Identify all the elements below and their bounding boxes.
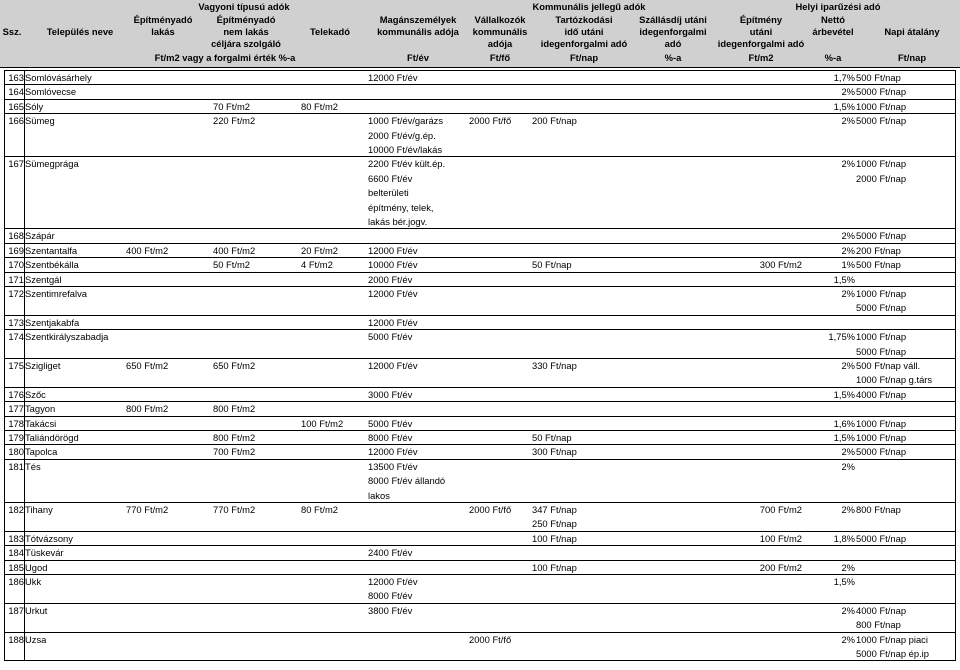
- cell-napi: 1000 Ft/nap g.társ: [856, 374, 933, 386]
- cell-telepules: Somlóvásárhely: [25, 72, 92, 83]
- col-header-szallasdij-line: adó: [664, 38, 682, 49]
- cell-telekado: 100 Ft/m2: [301, 417, 344, 429]
- col-header-telepules-line: Település neve: [46, 26, 114, 37]
- row-rule: [4, 603, 956, 604]
- cell-telepules: Tagyon: [25, 403, 56, 415]
- cell-epitmenyado_nemlakas: 50 Ft/m2: [213, 259, 250, 271]
- cell-telepules: Szentantalfa: [25, 244, 78, 256]
- cell-telepules: Urkut: [25, 604, 48, 616]
- cell-netto: 2%: [841, 115, 855, 127]
- cell-maganszemelyek: 13500 Ft/év: [368, 460, 418, 472]
- cell-netto: 2%: [841, 158, 855, 170]
- cell-ssz: 177: [8, 403, 24, 415]
- col-unit-tartozkodasi: Ft/nap: [569, 52, 599, 63]
- col-header-epitmenyado_lakas-line: lakás: [151, 26, 175, 37]
- col-header-tartozkodasi-line: Tartózkodási: [555, 14, 613, 25]
- col-header-telekado-line: Telekadó: [310, 26, 350, 37]
- col-unit-szallasdij: %-a: [664, 52, 682, 63]
- cell-telekado: 80 Ft/m2: [301, 100, 338, 112]
- cell-epitmeny_utani: 100 Ft/m2: [759, 532, 802, 544]
- cell-netto: 1,5%: [833, 273, 855, 285]
- cell-netto: 1,75%: [828, 331, 855, 343]
- row-rule: [4, 315, 956, 316]
- cell-maganszemelyek: 5000 Ft/év: [368, 417, 413, 429]
- cell-telepules: Tüskevár: [25, 547, 64, 559]
- cell-telepules: Szentimrefalva: [25, 288, 88, 299]
- row-rule: [4, 531, 956, 532]
- cell-maganszemelyek: 2400 Ft/év: [368, 547, 413, 559]
- cell-napi: 5000 Ft/nap: [856, 86, 907, 98]
- cell-maganszemelyek: 8000 Ft/év: [368, 432, 413, 443]
- row-rule: [4, 228, 956, 229]
- cell-maganszemelyek: 3000 Ft/év: [368, 388, 413, 400]
- cell-telepules: Szentbékálla: [25, 259, 79, 271]
- cell-telepules: Szápár: [25, 230, 55, 242]
- cell-maganszemelyek: lakás bér.jogv.: [368, 216, 428, 227]
- cell-napi: 2000 Ft/nap: [856, 172, 907, 184]
- cell-napi: 200 Ft/nap: [856, 244, 901, 256]
- cell-napi: 5000 Ft/nap: [856, 446, 907, 458]
- cell-netto: 1,5%: [833, 432, 855, 443]
- cell-maganszemelyek: 12000 Ft/év: [368, 316, 418, 328]
- cell-netto: 2%: [841, 86, 855, 98]
- cell-maganszemelyek: 12000 Ft/év: [368, 288, 418, 299]
- row-rule: [4, 286, 956, 287]
- col-header-szallasdij-line: Szállásdíj utáni: [639, 14, 707, 25]
- cell-ssz: 176: [8, 388, 24, 400]
- cell-napi: 5000 Ft/nap: [856, 115, 907, 127]
- cell-telepules: Szőc: [25, 388, 46, 400]
- cell-telepules: Szentgál: [25, 273, 62, 285]
- cell-napi: 5000 Ft/nap: [856, 230, 907, 242]
- col-unit-epitmeny_utani: Ft/m2: [748, 52, 774, 63]
- cell-netto: 2%: [841, 230, 855, 242]
- cell-napi: 1000 Ft/nap: [856, 417, 907, 429]
- cell-epitmenyado_nemlakas: 70 Ft/m2: [213, 100, 250, 112]
- row-rule: [4, 401, 956, 402]
- col-header-tartozkodasi-line: idő utáni: [564, 26, 604, 37]
- cell-netto: 1,7%: [833, 72, 855, 83]
- cell-maganszemelyek: 2000 Ft/év/g.ép.: [368, 129, 436, 141]
- cell-telekado: 80 Ft/m2: [301, 504, 338, 515]
- cell-netto: 2%: [841, 633, 855, 645]
- group-header-kommunalis: Kommunális jellegű adók: [532, 1, 646, 12]
- cell-tartozkodasi: 100 Ft/nap: [532, 561, 577, 573]
- cell-netto: 2%: [841, 446, 855, 458]
- cell-tartozkodasi: 50 Ft/nap: [532, 259, 572, 271]
- col-header-epitmeny_utani-line: idegenforgalmi adó: [717, 38, 805, 49]
- cell-maganszemelyek: lakos: [368, 489, 390, 501]
- cell-netto: 1,6%: [833, 417, 855, 429]
- cell-ssz: 167: [8, 158, 24, 170]
- cell-epitmenyado_lakas: 770 Ft/m2: [126, 504, 169, 515]
- row-rule: [4, 430, 956, 431]
- cell-ssz: 178: [8, 417, 24, 429]
- cell-napi: 800 Ft/nap: [856, 619, 901, 631]
- cell-ssz: 165: [8, 100, 24, 112]
- table-left-border: [4, 70, 5, 661]
- cell-ssz: 181: [8, 460, 24, 472]
- col-unit-napi: Ft/nap: [897, 52, 927, 63]
- row-rule: [4, 459, 956, 460]
- cell-ssz: 172: [8, 288, 24, 299]
- cell-ssz: 175: [8, 360, 24, 371]
- row-rule: [4, 272, 956, 273]
- cell-ssz: 168: [8, 230, 24, 242]
- col-header-vallalkozok-line: kommunális: [472, 26, 528, 37]
- col-header-szallasdij-line: idegenforgalmi: [639, 26, 707, 37]
- col-header-epitmeny_utani-line: utáni: [749, 26, 773, 37]
- cell-maganszemelyek: 10000 Ft/év/lakás: [368, 144, 443, 155]
- cell-ssz: 185: [8, 561, 24, 573]
- col-unit-netto: %-a: [824, 52, 842, 63]
- cell-tartozkodasi: 50 Ft/nap: [532, 432, 572, 443]
- cell-ssz: 180: [8, 446, 24, 458]
- cell-telepules: Tés: [25, 460, 41, 472]
- col-header-netto-line: árbevétel: [812, 26, 854, 37]
- cell-napi: 5000 Ft/nap: [856, 345, 907, 357]
- cell-maganszemelyek: 6600 Ft/év: [368, 172, 413, 184]
- col-header-vallalkozok-line: Vállalkozók: [474, 14, 526, 25]
- cell-telepules: Takácsi: [25, 417, 57, 429]
- col-header-vallalkozok-line: adója: [487, 38, 513, 49]
- cell-maganszemelyek: 12000 Ft/év: [368, 576, 418, 587]
- cell-ssz: 184: [8, 547, 24, 559]
- cell-napi: 500 Ft/nap váll.: [856, 360, 921, 371]
- cell-telekado: 20 Ft/m2: [301, 244, 338, 256]
- row-rule: [4, 329, 956, 330]
- ssz-column-border: [24, 70, 25, 661]
- header-bottom-rule: [0, 67, 960, 68]
- cell-napi: 500 Ft/nap: [856, 259, 901, 271]
- table-right-border: [955, 70, 956, 661]
- cell-napi: 5000 Ft/nap: [856, 532, 907, 544]
- row-rule: [4, 502, 956, 503]
- cell-maganszemelyek: 8000 Ft/év állandó: [368, 475, 446, 487]
- col-header-epitmenyado_nemlakas-line: Építményadó: [216, 14, 276, 25]
- col-header-maganszemelyek-line: kommunális adója: [377, 26, 459, 37]
- cell-epitmenyado_lakas: 400 Ft/m2: [126, 244, 169, 256]
- cell-telepules: Sümegprága: [25, 158, 79, 170]
- row-rule: [4, 257, 956, 258]
- cell-ssz: 174: [8, 331, 24, 343]
- group-header-helyi: Helyi iparűzési adó: [795, 1, 881, 12]
- cell-telepules: Ugod: [25, 561, 48, 573]
- cell-epitmeny_utani: 700 Ft/m2: [759, 504, 802, 515]
- cell-netto: 2%: [841, 244, 855, 256]
- col-header-maganszemelyek-line: Magánszemélyek: [379, 14, 457, 25]
- cell-telepules: Somlóvecse: [25, 86, 77, 98]
- cell-ssz: 171: [8, 273, 24, 285]
- cell-epitmenyado_nemlakas: 220 Ft/m2: [213, 115, 256, 127]
- cell-napi: 5000 Ft/nap: [856, 302, 907, 314]
- cell-maganszemelyek: 1000 Ft/év/garázs: [368, 115, 444, 127]
- cell-ssz: 173: [8, 316, 24, 328]
- cell-epitmenyado_nemlakas: 800 Ft/m2: [213, 432, 256, 443]
- cell-ssz: 164: [8, 86, 24, 98]
- cell-napi: 1000 Ft/nap: [856, 288, 907, 299]
- cell-ssz: 179: [8, 432, 24, 443]
- group-header-vagyoni: Vagyoni típusú adók: [198, 1, 290, 12]
- cell-telekado: 4 Ft/m2: [301, 259, 333, 271]
- cell-tartozkodasi: 250 Ft/nap: [532, 518, 577, 530]
- cell-ssz: 170: [8, 259, 24, 271]
- cell-ssz: 166: [8, 115, 24, 127]
- cell-epitmeny_utani: 200 Ft/m2: [759, 561, 802, 573]
- cell-maganszemelyek: 12000 Ft/év: [368, 446, 418, 458]
- cell-napi: 1000 Ft/nap: [856, 158, 907, 170]
- cell-tartozkodasi: 330 Ft/nap: [532, 360, 577, 371]
- cell-telepules: Szentkirályszabadja: [25, 331, 109, 343]
- row-rule: [4, 574, 956, 575]
- cell-tartozkodasi: 300 Ft/nap: [532, 446, 577, 458]
- cell-ssz: 187: [8, 604, 24, 616]
- col-header-epitmeny_utani-line: Építmény: [739, 14, 783, 25]
- col-unit-maganszemelyek: Ft/év: [407, 52, 429, 63]
- cell-ssz: 169: [8, 244, 24, 256]
- cell-epitmenyado_lakas: 800 Ft/m2: [126, 403, 169, 415]
- cell-telepules: Tótvázsony: [25, 532, 73, 544]
- cell-telepules: Ukk: [25, 576, 42, 587]
- row-rule: [4, 84, 956, 85]
- cell-maganszemelyek: építmény, telek,: [368, 201, 434, 213]
- row-rule: [4, 156, 956, 157]
- cell-telepules: Uzsa: [25, 633, 47, 645]
- cell-vallalkozok: 2000 Ft/fő: [469, 504, 512, 515]
- row-rule: [4, 113, 956, 114]
- cell-epitmenyado_lakas: 650 Ft/m2: [126, 360, 169, 371]
- col-unit-epitmenyado: Ft/m2 vagy a forgalmi érték %-a: [154, 52, 296, 63]
- col-header-tartozkodasi-line: idegenforgalmi adó: [540, 38, 628, 49]
- cell-maganszemelyek: 12000 Ft/év: [368, 244, 418, 256]
- row-rule: [4, 632, 956, 633]
- cell-netto: 1,5%: [833, 388, 855, 400]
- cell-tartozkodasi: 347 Ft/nap: [532, 504, 577, 515]
- cell-telepules: Szigliget: [25, 360, 61, 371]
- cell-netto: 2%: [841, 460, 855, 472]
- cell-ssz: 186: [8, 576, 24, 587]
- cell-telepules: Taliándörögd: [25, 432, 79, 443]
- row-rule: [4, 243, 956, 244]
- col-unit-vallalkozok: Ft/fő: [489, 52, 511, 63]
- col-header-epitmenyado_nemlakas-line: nem lakás: [223, 26, 269, 37]
- cell-maganszemelyek: 2200 Ft/év kült.ép.: [368, 158, 446, 170]
- cell-netto: 2%: [841, 504, 855, 515]
- cell-epitmenyado_nemlakas: 650 Ft/m2: [213, 360, 256, 371]
- cell-telepules: Tihany: [25, 504, 53, 515]
- cell-napi: 5000 Ft/nap ép.ip: [856, 648, 929, 659]
- cell-maganszemelyek: 10000 Ft/év: [368, 259, 418, 271]
- row-rule: [4, 416, 956, 417]
- col-header-epitmenyado_nemlakas-line: céljára szolgáló: [211, 38, 281, 49]
- col-header-epitmenyado_lakas-line: Építményadó: [133, 14, 193, 25]
- cell-ssz: 163: [8, 72, 24, 83]
- row-rule: [4, 444, 956, 445]
- cell-telepules: Sümeg: [25, 115, 55, 127]
- cell-napi: 1000 Ft/nap piaci: [856, 633, 928, 645]
- cell-maganszemelyek: belterületi: [368, 187, 409, 199]
- cell-telepules: Szentjakabfa: [25, 316, 80, 328]
- cell-napi: 800 Ft/nap: [856, 504, 901, 515]
- cell-netto: 1,8%: [833, 532, 855, 544]
- cell-ssz: 182: [8, 504, 24, 515]
- row-rule: [4, 545, 956, 546]
- row-rule: [4, 358, 956, 359]
- cell-napi: 1000 Ft/nap: [856, 331, 907, 343]
- cell-napi: 1000 Ft/nap: [856, 432, 907, 443]
- cell-epitmeny_utani: 300 Ft/m2: [759, 259, 802, 271]
- cell-epitmenyado_nemlakas: 700 Ft/m2: [213, 446, 256, 458]
- col-header-napi-line: Napi átalány: [884, 26, 940, 37]
- cell-maganszemelyek: 2000 Ft/év: [368, 273, 413, 285]
- cell-telepules: Sóly: [25, 100, 44, 112]
- cell-maganszemelyek: 5000 Ft/év: [368, 331, 413, 343]
- cell-netto: 1,5%: [833, 576, 855, 587]
- cell-netto: 1%: [841, 259, 855, 271]
- cell-ssz: 183: [8, 532, 24, 544]
- row-rule: [4, 387, 956, 388]
- cell-netto: 2%: [841, 360, 855, 371]
- col-header-netto-line: Nettó: [821, 14, 845, 25]
- cell-epitmenyado_nemlakas: 400 Ft/m2: [213, 244, 256, 256]
- cell-maganszemelyek: 3800 Ft/év: [368, 604, 413, 616]
- cell-epitmenyado_nemlakas: 800 Ft/m2: [213, 403, 256, 415]
- cell-epitmenyado_nemlakas: 770 Ft/m2: [213, 504, 256, 515]
- cell-maganszemelyek: 8000 Ft/év: [368, 590, 413, 602]
- cell-napi: 4000 Ft/nap: [856, 388, 907, 400]
- cell-napi: 1000 Ft/nap: [856, 100, 907, 112]
- cell-napi: 500 Ft/nap: [856, 72, 901, 83]
- cell-netto: 1,5%: [833, 100, 855, 112]
- cell-tartozkodasi: 200 Ft/nap: [532, 115, 577, 127]
- cell-telepules: Tapolca: [25, 446, 58, 458]
- row-rule: [4, 99, 956, 100]
- cell-maganszemelyek: 12000 Ft/év: [368, 72, 418, 83]
- cell-napi: 4000 Ft/nap: [856, 604, 907, 616]
- row-rule: [4, 560, 956, 561]
- cell-vallalkozok: 2000 Ft/fő: [469, 633, 512, 645]
- cell-netto: 2%: [841, 288, 855, 299]
- cell-ssz: 188: [8, 633, 24, 645]
- cell-netto: 2%: [841, 604, 855, 616]
- col-header-ssz-line: Ssz.: [2, 26, 22, 37]
- cell-tartozkodasi: 100 Ft/nap: [532, 532, 577, 544]
- table-bottom-rule: [4, 660, 956, 661]
- cell-maganszemelyek: 12000 Ft/év: [368, 360, 418, 371]
- cell-vallalkozok: 2000 Ft/fő: [469, 115, 512, 127]
- cell-netto: 2%: [841, 561, 855, 573]
- row-rule: [4, 70, 956, 71]
